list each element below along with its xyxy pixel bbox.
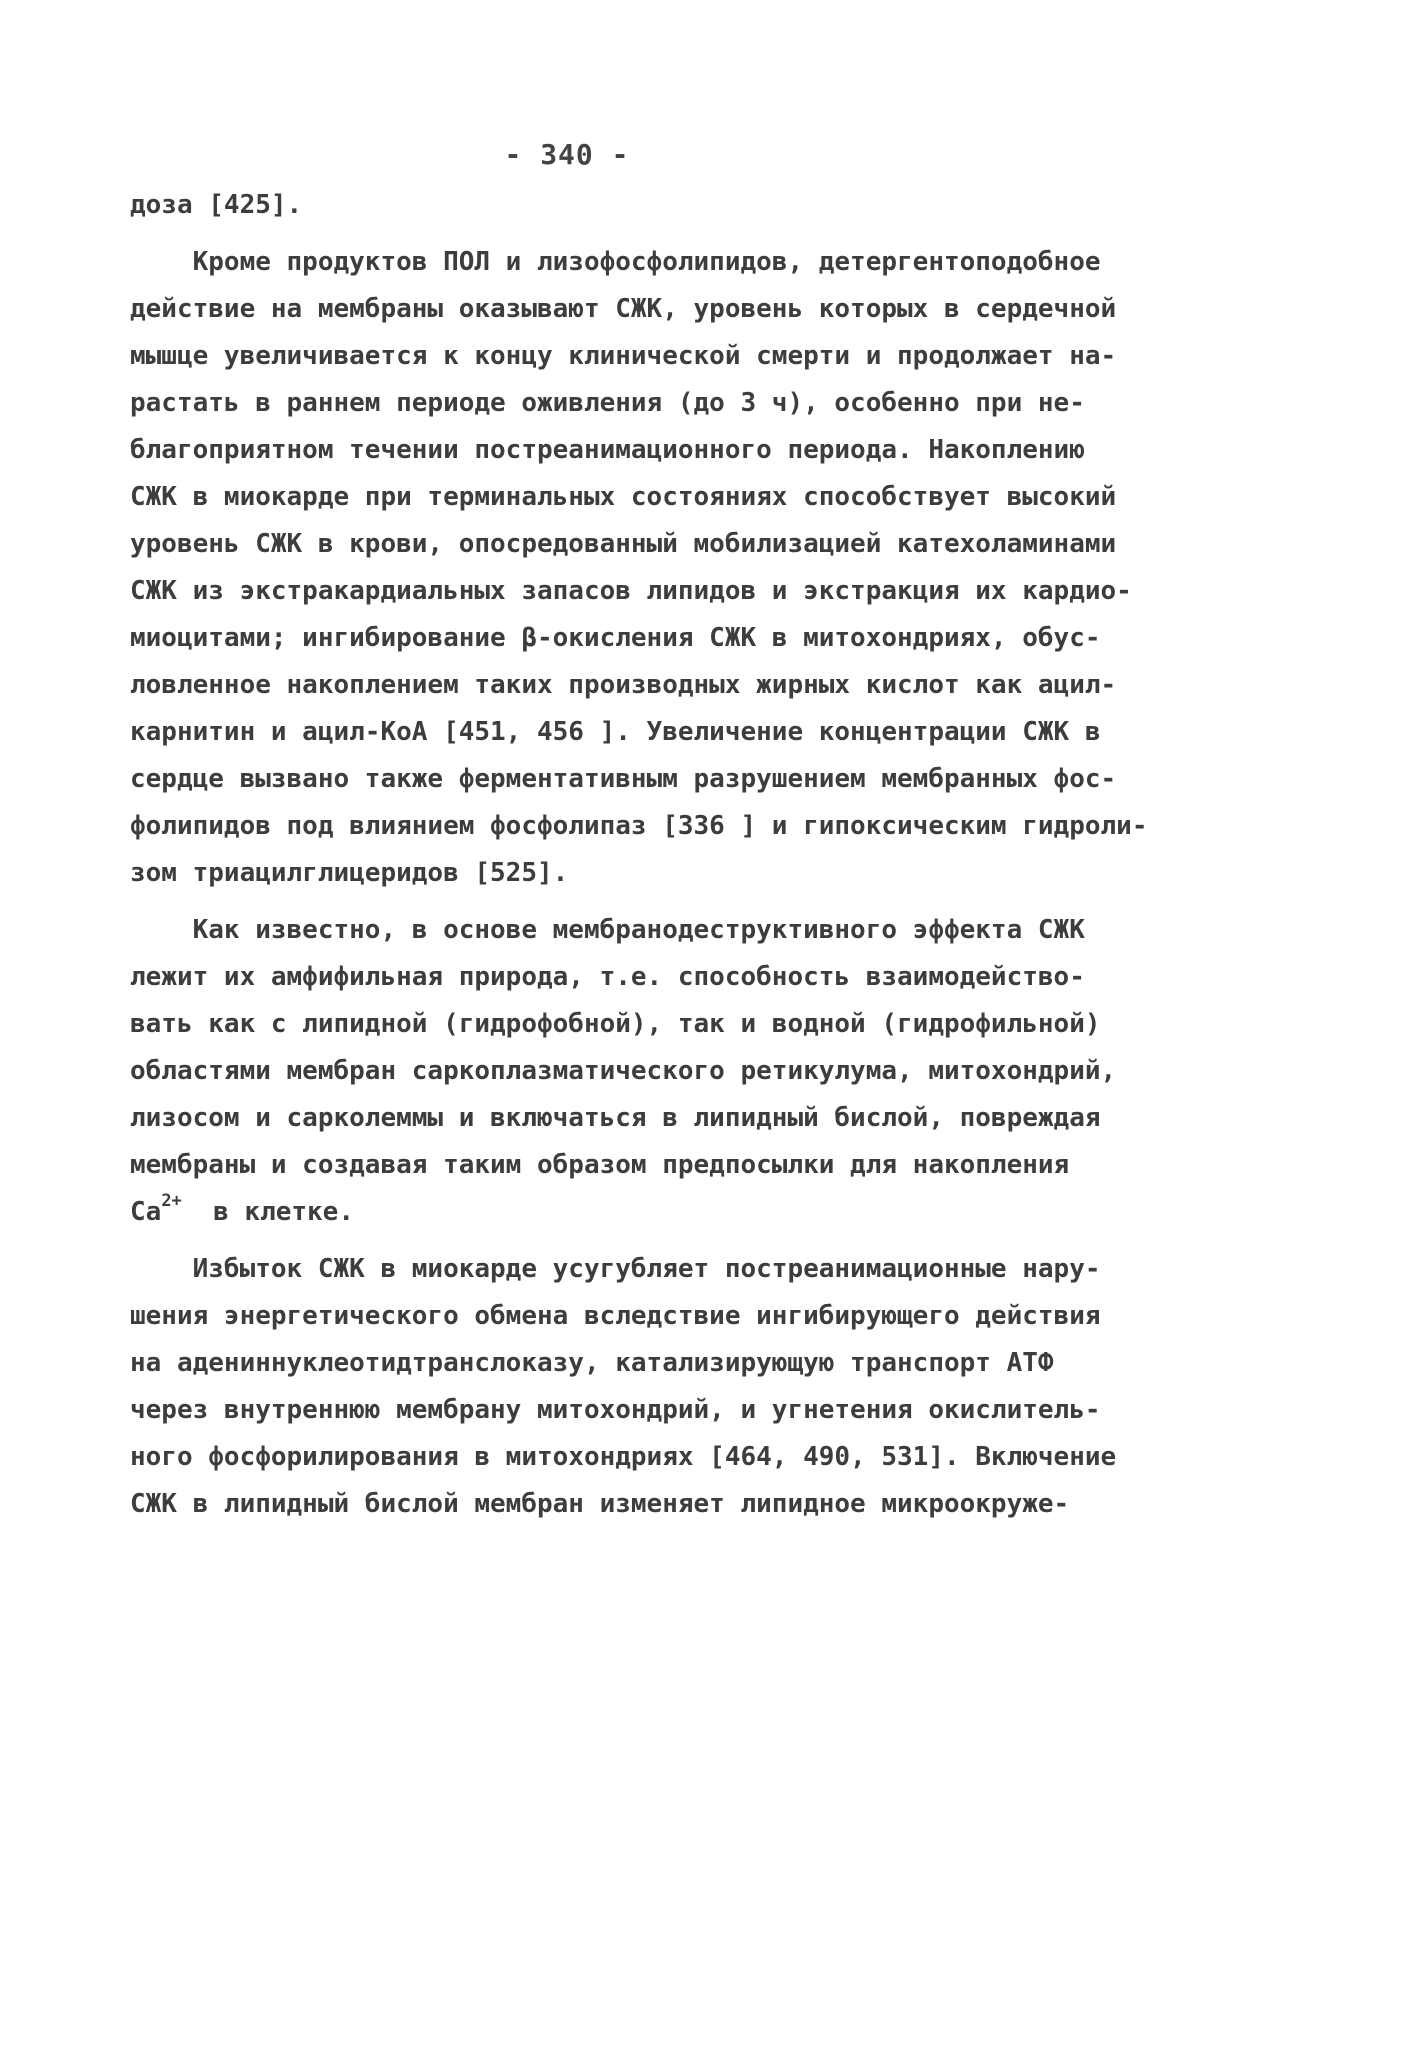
- body-text: [130, 182, 1270, 1528]
- text-line: зом триацилглицеридов [525].: [130, 858, 569, 888]
- paragraph-gap: [130, 1236, 1270, 1246]
- text-line: вать как с липидной (гидрофобной), так и водной (гидрофильной): [130, 1009, 1101, 1039]
- text-line: ного фосфорилирования в митохондриях [464, 490, 531]. Включение: [130, 1442, 1117, 1472]
- text-line: фолипидов под влиянием фосфолипаз [336 ] и гипоксическим гидроли-: [130, 811, 1148, 841]
- text-line: мембраны и создавая таким образом предпосылки для накопления: [130, 1150, 1070, 1180]
- text-line: через внутреннюю мембрану митохондрий, и угнетения окислитель-: [130, 1395, 1101, 1425]
- text-line: сердце вызвано также ферментативным разрушением мембранных фос-: [130, 764, 1117, 794]
- paragraph-gap: [130, 229, 1270, 239]
- paragraph-3: [130, 907, 1270, 1236]
- text-line: карнитин и ацил-КоА [451, 456 ]. Увеличение концентрации СЖК в: [130, 717, 1101, 747]
- text-line: областями мембран саркоплазматического ретикулума, митохондрий,: [130, 1056, 1117, 1086]
- text-line: шения энергетического обмена вследствие ингибирующего действия: [130, 1301, 1101, 1331]
- paragraph-gap: [130, 897, 1270, 907]
- text-line: благоприятном течении постреанимационного периода. Накоплению: [130, 435, 1085, 465]
- text-line: действие на мембраны оказывают СЖК, уровень которых в сердечной: [130, 294, 1117, 324]
- text-line: миоцитами; ингибирование β-окисления СЖК в митохондриях, обус-: [130, 623, 1101, 653]
- text-line: СЖК в миокарде при терминальных состояниях способствует высокий: [130, 482, 1117, 512]
- text-line: Избыток СЖК в миокарде усугубляет постреанимационные нару-: [130, 1254, 1101, 1284]
- paragraph-1: [130, 182, 1270, 229]
- line-continuation: в клетке.: [181, 1197, 354, 1227]
- superscript-charge: 2+: [161, 1191, 182, 1211]
- text-line: доза [425].: [130, 190, 303, 220]
- text-line: лежит их амфифильная природа, т.е. способность взаимодейство-: [130, 962, 1085, 992]
- page-number: - 340 -: [504, 138, 630, 171]
- text-line: растать в раннем периоде оживления (до 3 ч), особенно при не-: [130, 388, 1085, 418]
- text-line: уровень СЖК в крови, опосредованный мобилизацией катехоламинами: [130, 529, 1117, 559]
- text-line-with-superscript: [130, 1189, 1270, 1236]
- paragraph-4: [130, 1246, 1270, 1528]
- text-line: Как известно, в основе мембранодеструктивного эффекта СЖК: [130, 915, 1085, 945]
- text-line: Кроме продуктов ПОЛ и лизофосфолипидов, детергентоподобное: [130, 247, 1101, 277]
- text-line: ловленное накоплением таких производных жирных кислот как ацил-: [130, 670, 1117, 700]
- text-line: лизосом и сарколеммы и включаться в липидный бислой, повреждая: [130, 1103, 1101, 1133]
- chemical-symbol: Ca: [130, 1197, 162, 1227]
- text-line: СЖК из экстракардиальных запасов липидов и экстракция их кардио-: [130, 576, 1132, 606]
- text-line: мышце увеличивается к концу клинической смерти и продолжает на-: [130, 341, 1117, 371]
- paragraph-2: [130, 239, 1270, 897]
- text-line: на адениннуклеотидтранслоказу, катализирующую транспорт АТФ: [130, 1348, 1054, 1378]
- text-line: СЖК в липидный бислой мембран изменяет липидное микроокруже-: [130, 1489, 1070, 1519]
